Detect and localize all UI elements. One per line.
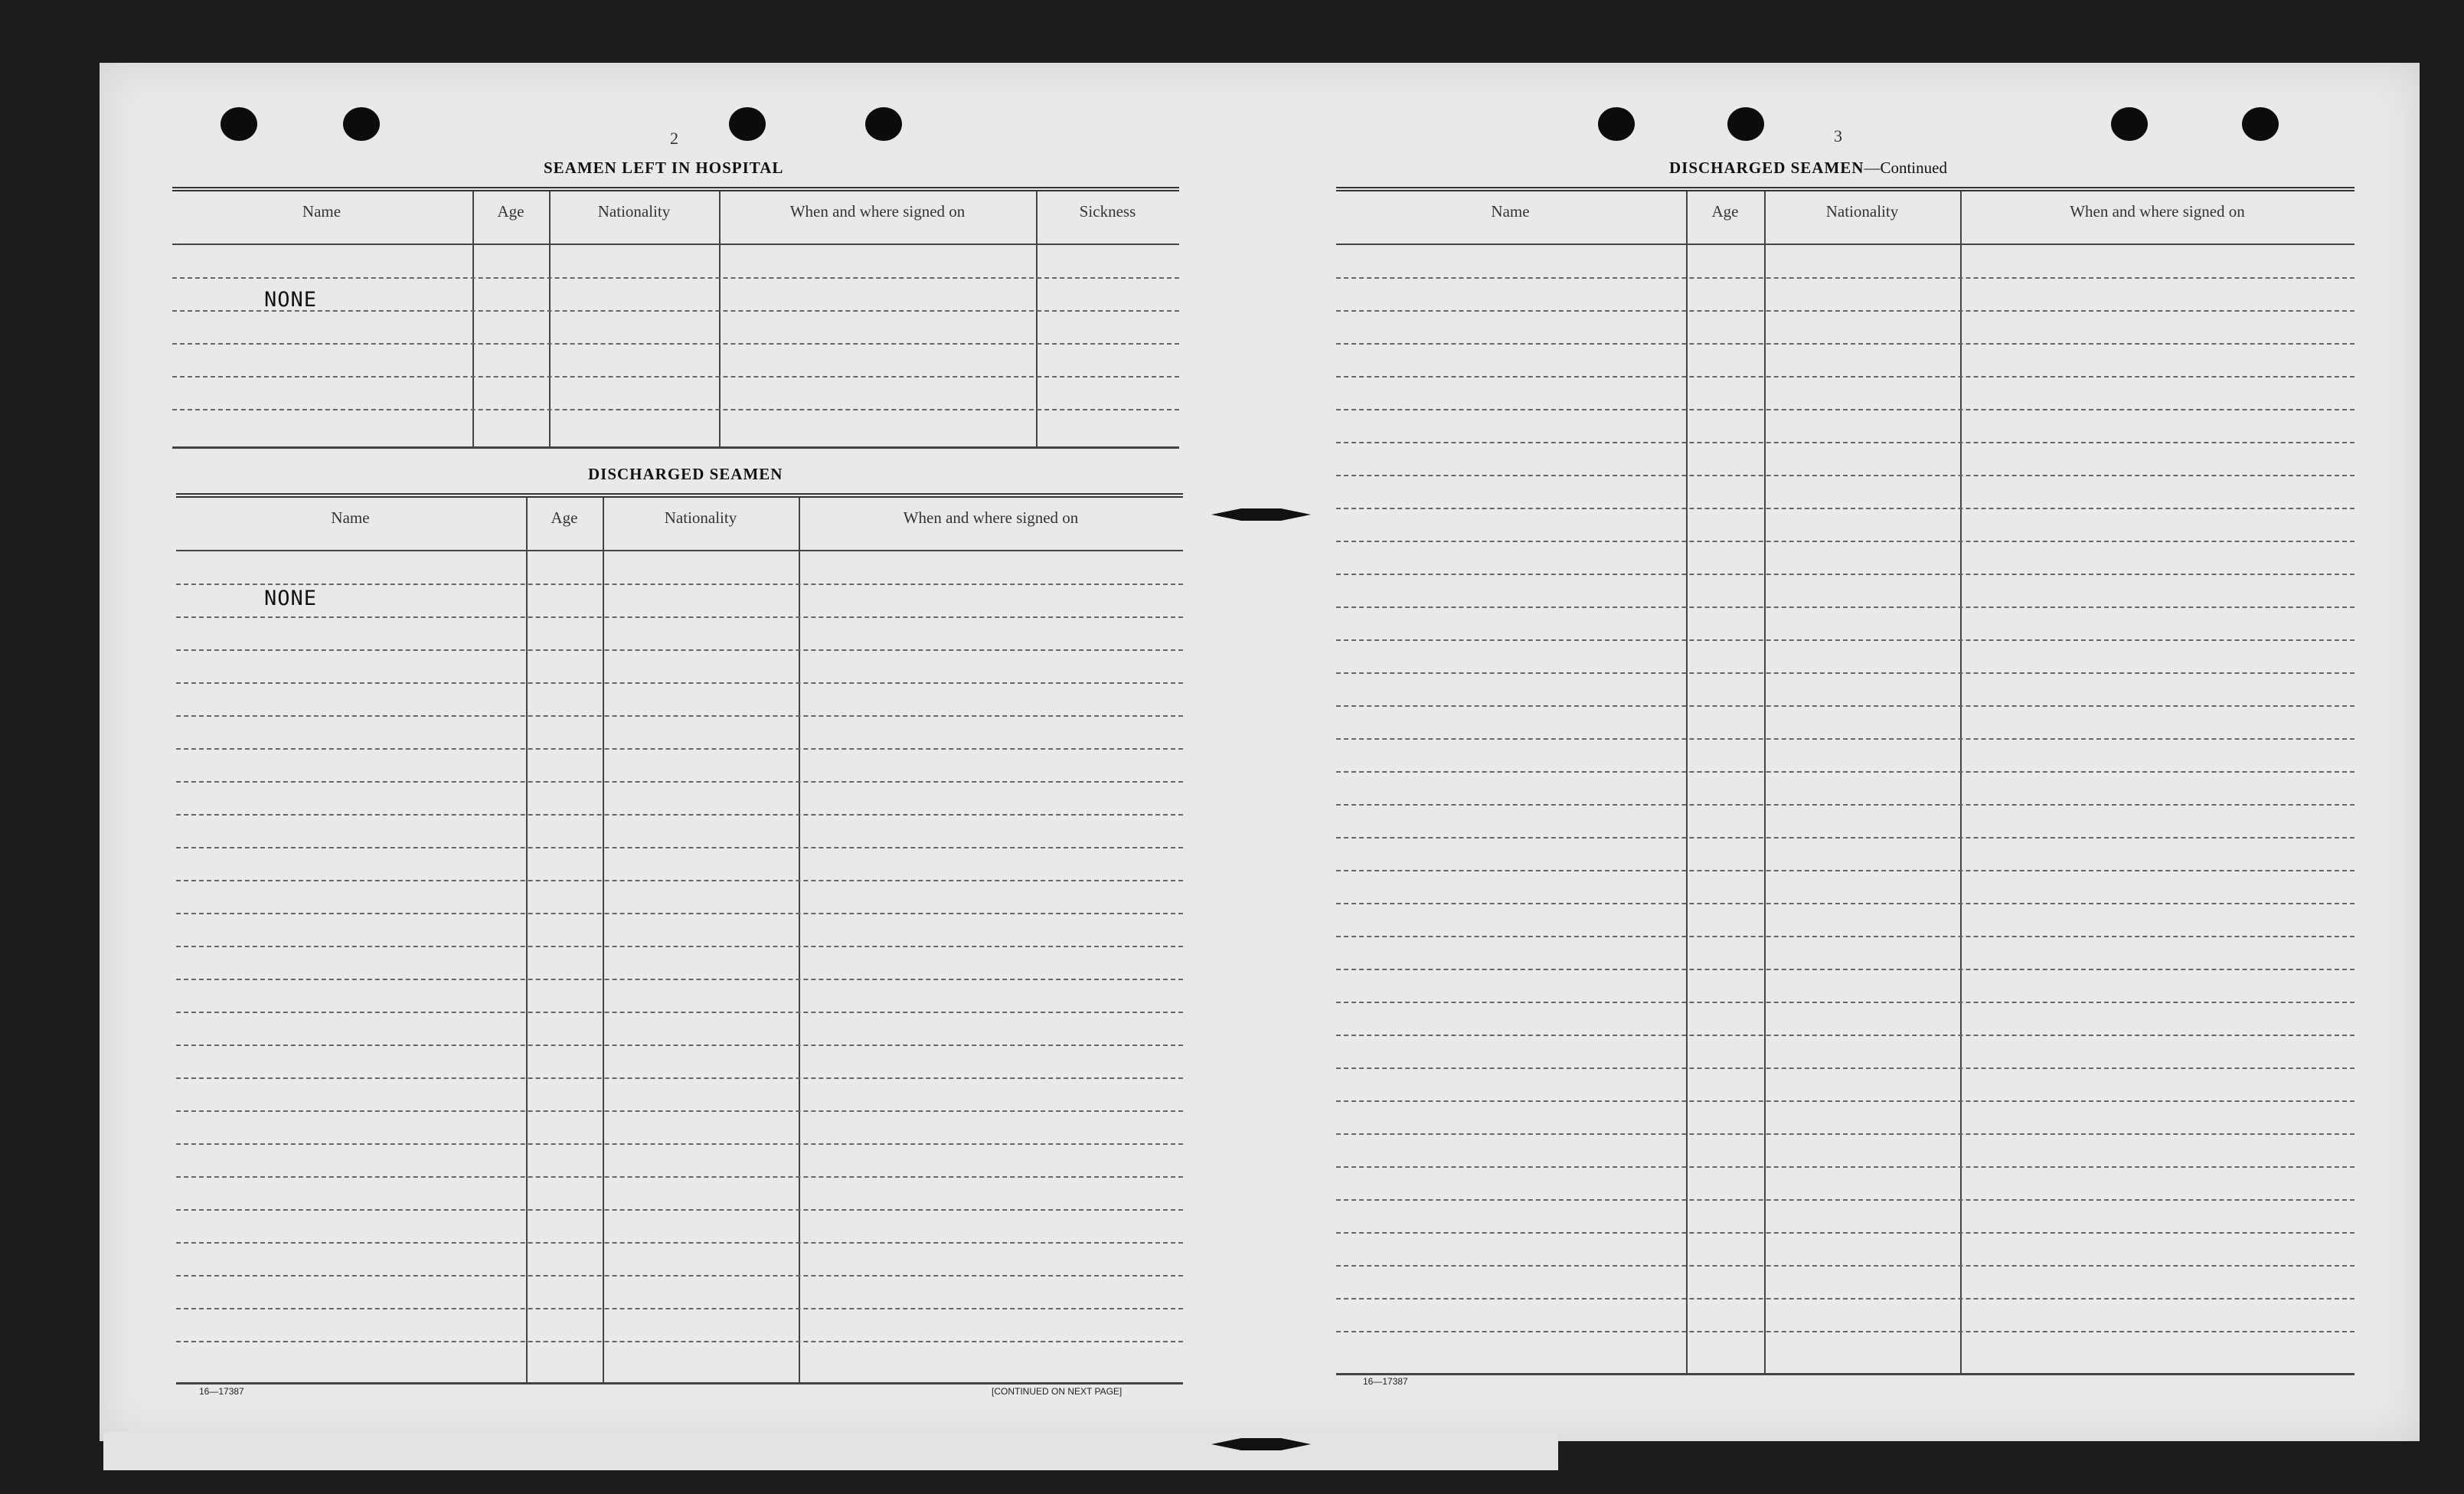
entry-line xyxy=(176,748,1183,750)
entry-line xyxy=(1336,277,2355,279)
entry-line xyxy=(1336,771,2355,773)
entry-line xyxy=(176,979,1183,980)
entry-line xyxy=(176,1077,1183,1079)
entry-line xyxy=(1336,343,2355,345)
entry-line xyxy=(1336,672,2355,674)
column-header-age: Age xyxy=(551,508,578,527)
column-header-age: Age xyxy=(497,202,524,221)
column-header-nationality: Nationality xyxy=(1825,202,1899,221)
entry-line xyxy=(176,814,1183,816)
punch-hole xyxy=(2242,107,2279,141)
entry-line xyxy=(176,1242,1183,1244)
entry-line xyxy=(1336,1265,2355,1267)
punch-hole xyxy=(1598,107,1635,141)
column-header-name: Name xyxy=(1491,202,1530,221)
column-header-name: Name xyxy=(331,508,370,527)
form-number-left: 16—17387 xyxy=(199,1386,244,1397)
column-header-age: Age xyxy=(1711,202,1739,221)
column-header-nationality: Nationality xyxy=(664,508,737,527)
entry-line xyxy=(176,649,1183,651)
entry-line xyxy=(1336,541,2355,542)
entry-line xyxy=(1336,969,2355,970)
entry-line xyxy=(176,715,1183,717)
entry-line xyxy=(1336,837,2355,839)
entry-line xyxy=(176,682,1183,684)
entry-line xyxy=(1336,1035,2355,1036)
entry-line xyxy=(1336,870,2355,871)
entry-line xyxy=(172,376,1179,378)
column-divider xyxy=(603,498,604,1382)
entry-line xyxy=(176,1044,1183,1046)
continued-note: [CONTINUED ON NEXT PAGE] xyxy=(992,1386,1123,1397)
entry-line xyxy=(172,409,1179,410)
column-header-sickness: Sickness xyxy=(1079,202,1136,221)
entry-line xyxy=(1336,903,2355,904)
column-divider xyxy=(799,498,800,1382)
punch-hole xyxy=(2111,107,2148,141)
entry-line xyxy=(176,1275,1183,1277)
column-header-name: Name xyxy=(302,202,341,221)
column-header-signed-on: When and where signed on xyxy=(2070,202,2245,221)
discharged-table-header xyxy=(176,498,1183,551)
entry-line xyxy=(1336,1199,2355,1201)
entry-line xyxy=(172,310,1179,312)
punch-hole xyxy=(221,107,257,141)
column-divider xyxy=(526,498,528,1382)
discharged-table xyxy=(176,493,1183,1384)
hospital-table-header xyxy=(172,191,1179,245)
entry-line xyxy=(176,913,1183,914)
entry-line xyxy=(1336,1166,2355,1168)
hospital-section-title: SEAMEN LEFT IN HOSPITAL xyxy=(544,159,784,177)
entry-line xyxy=(1336,936,2355,937)
entry-line xyxy=(176,946,1183,947)
entry-line xyxy=(1336,409,2355,410)
entry-line xyxy=(176,1209,1183,1211)
form-number-right: 16—17387 xyxy=(1363,1376,1408,1387)
column-divider xyxy=(1764,191,1766,1373)
entry-line xyxy=(1336,1331,2355,1332)
entry-line xyxy=(1336,606,2355,608)
typed-entry-none: NONE xyxy=(264,587,318,610)
title-suffix: —Continued xyxy=(1864,159,1947,177)
discharged-continued-table xyxy=(1336,187,2355,1375)
entry-line xyxy=(176,1308,1183,1309)
title-main: DISCHARGED SEAMEN xyxy=(1669,159,1864,177)
entry-line xyxy=(176,1341,1183,1342)
entry-line xyxy=(1336,738,2355,740)
entry-line xyxy=(1336,1100,2355,1102)
entry-line xyxy=(1336,475,2355,476)
sheet-lower-edge xyxy=(103,1432,1558,1470)
entry-line xyxy=(1336,804,2355,806)
page-number-right: 3 xyxy=(1834,126,1842,145)
entry-line xyxy=(176,616,1183,618)
column-divider xyxy=(1960,191,1962,1373)
entry-line xyxy=(1336,705,2355,707)
entry-line xyxy=(176,880,1183,881)
discharged-continued-title xyxy=(1669,159,1947,178)
entry-line xyxy=(1336,639,2355,641)
entry-line xyxy=(176,1176,1183,1178)
discharged-continued-table-header xyxy=(1336,191,2355,245)
entry-line xyxy=(172,277,1179,279)
entry-line xyxy=(1336,310,2355,312)
typed-entry-none: NONE xyxy=(264,288,318,312)
entry-line xyxy=(1336,508,2355,509)
entry-line xyxy=(176,781,1183,783)
column-header-nationality: Nationality xyxy=(597,202,671,221)
entry-line xyxy=(1336,1232,2355,1234)
punch-hole xyxy=(1727,107,1764,141)
entry-line xyxy=(1336,1002,2355,1003)
punch-hole xyxy=(729,107,766,141)
punch-hole xyxy=(865,107,902,141)
column-divider xyxy=(1686,191,1688,1373)
column-header-signed-on: When and where signed on xyxy=(903,508,1079,527)
entry-line xyxy=(1336,376,2355,378)
entry-line xyxy=(1336,574,2355,575)
entry-line xyxy=(1336,1067,2355,1069)
entry-line xyxy=(1336,1298,2355,1299)
entry-line xyxy=(1336,1133,2355,1135)
entry-line xyxy=(176,1143,1183,1145)
hospital-table xyxy=(172,187,1179,449)
entry-line xyxy=(176,847,1183,848)
entry-line xyxy=(172,343,1179,345)
page-number-left: 2 xyxy=(670,129,678,148)
entry-line xyxy=(176,1012,1183,1013)
entry-line xyxy=(1336,442,2355,443)
entry-line xyxy=(176,584,1183,585)
entry-line xyxy=(176,1110,1183,1112)
discharged-section-title: DISCHARGED SEAMEN xyxy=(588,465,783,483)
punch-hole xyxy=(343,107,380,141)
column-header-signed-on: When and where signed on xyxy=(789,202,966,221)
